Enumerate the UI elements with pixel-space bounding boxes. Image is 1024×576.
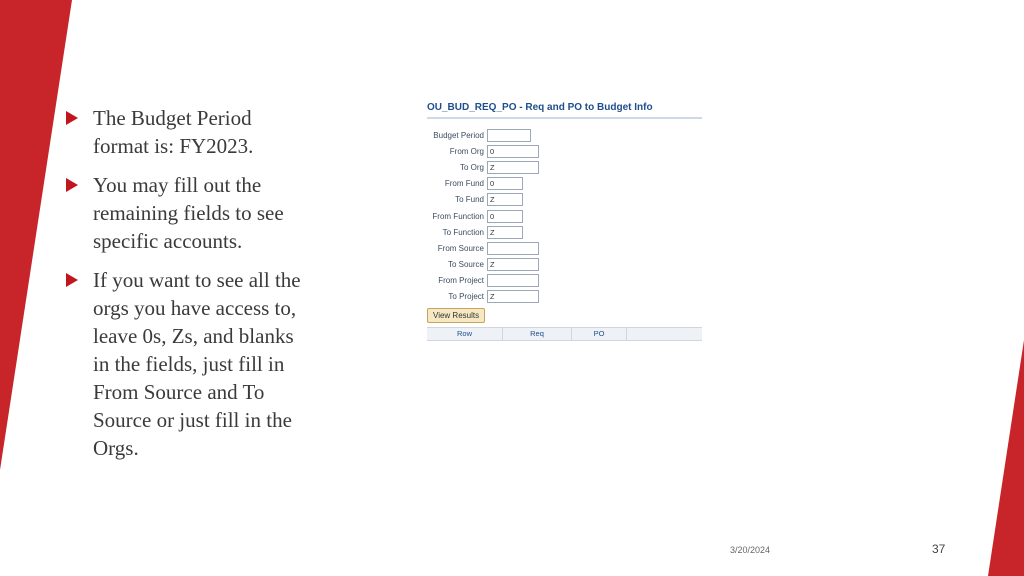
query-form-screenshot xyxy=(427,100,702,341)
field-row-to-function xyxy=(427,224,702,240)
field-label: From Org xyxy=(449,146,484,156)
field-row-budget-period xyxy=(427,127,702,143)
grid-column-po[interactable]: PO xyxy=(572,328,627,340)
bullet-arrow-icon xyxy=(66,178,78,192)
field-row-from-source xyxy=(427,240,702,256)
field-row-from-function xyxy=(427,208,702,224)
bullet-item xyxy=(66,104,306,160)
field-label: To Org xyxy=(459,162,484,172)
bullet-text: If you want to see all the orgs you have access to, leave 0s, Zs, and blanks in the fields, just fill in From Source and To Source or just fill in the Orgs. xyxy=(93,268,301,460)
bullet-item xyxy=(66,171,306,255)
field-label: To Fund xyxy=(455,195,484,205)
budget-period-input[interactable] xyxy=(487,129,531,142)
grid-column-req[interactable]: Req xyxy=(503,328,572,340)
bullet-item xyxy=(66,266,306,462)
field-row-from-org xyxy=(427,143,702,159)
field-row-to-source xyxy=(427,257,702,273)
field-row-from-project xyxy=(427,273,702,289)
field-row-to-project xyxy=(427,289,702,305)
field-label: To Function xyxy=(442,227,484,237)
to-source-input[interactable]: Z xyxy=(487,258,539,271)
field-label: Budget Period xyxy=(433,130,484,140)
field-label: To Source xyxy=(447,260,484,270)
from-project-input[interactable] xyxy=(487,274,539,287)
field-label: From Function xyxy=(432,211,484,221)
grid-column-empty xyxy=(627,328,702,340)
from-function-input[interactable]: 0 xyxy=(487,210,523,223)
from-fund-input[interactable]: 0 xyxy=(487,177,523,190)
slide-date: 3/20/2024 xyxy=(730,545,771,555)
bullet-text: You may fill out the remaining fields to see specific accounts. xyxy=(93,173,284,253)
field-label: From Fund xyxy=(444,179,484,189)
field-row-to-fund xyxy=(427,192,702,208)
field-label: To Project xyxy=(448,292,484,302)
field-row-to-org xyxy=(427,159,702,175)
bullet-list xyxy=(66,104,306,473)
to-function-input[interactable]: Z xyxy=(487,226,523,239)
slide-page-number: 37 xyxy=(932,542,946,556)
view-results-button[interactable]: View Results xyxy=(427,308,485,323)
grid-column-row[interactable]: Row xyxy=(427,328,503,340)
query-title: OU_BUD_REQ_PO - Req and PO to Budget Info xyxy=(427,100,702,119)
bullet-arrow-icon xyxy=(66,273,78,287)
from-org-input[interactable]: 0 xyxy=(487,145,539,158)
field-label: From Project xyxy=(438,276,484,286)
to-fund-input[interactable]: Z xyxy=(487,193,523,206)
bullet-text: The Budget Period format is: FY2023. xyxy=(93,106,254,158)
to-project-input[interactable]: Z xyxy=(487,290,539,303)
prompt-fields xyxy=(427,127,702,341)
bullet-arrow-icon xyxy=(66,111,78,125)
to-org-input[interactable]: Z xyxy=(487,161,539,174)
field-label: From Source xyxy=(437,243,484,253)
field-row-from-fund xyxy=(427,176,702,192)
results-grid-header xyxy=(427,327,702,341)
from-source-input[interactable] xyxy=(487,242,539,255)
